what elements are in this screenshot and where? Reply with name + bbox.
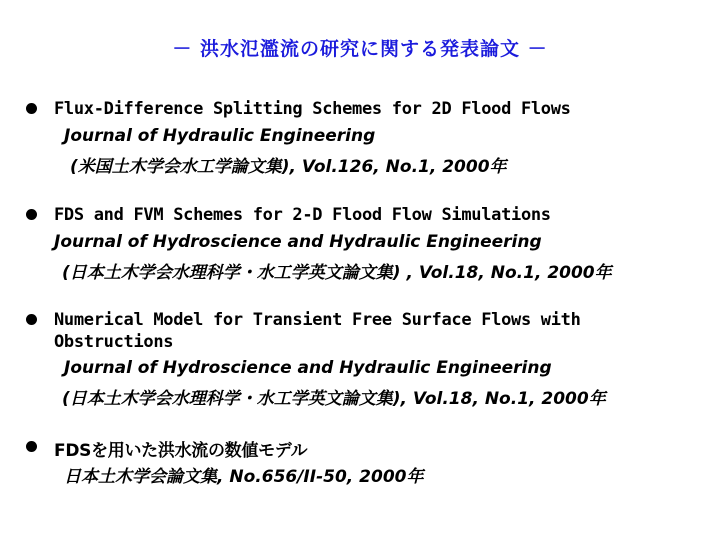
- journal-name: 日本土木学会論文集, No.656/II-50, 2000年: [64, 467, 424, 487]
- bullet-icon: [26, 209, 37, 220]
- paper-title-continued: Obstructions: [54, 332, 174, 352]
- publication-info: (日本土木学会水理科学・水工学英文論文集) , Vol.18, No.1, 2000年: [62, 263, 612, 283]
- paper-title: FDS and FVM Schemes for 2-D Flood Flow Simulations: [54, 205, 551, 225]
- bullet-icon: [26, 314, 37, 325]
- slide-title: － 洪水氾濫流の研究に関する発表論文 －: [172, 38, 548, 60]
- paper-title: FDSを用いた洪水流の数値モデル: [54, 441, 308, 461]
- journal-name: Journal of Hydroscience and Hydraulic Engineering: [64, 358, 552, 378]
- paper-title: Flux-Difference Splitting Schemes for 2D Flood Flows: [54, 99, 571, 119]
- publication-info: (米国土木学会水工学論文集), Vol.126, No.1, 2000年: [70, 157, 507, 177]
- bullet-icon: [26, 103, 37, 114]
- publication-info: (日本土木学会水理科学・水工学英文論文集), Vol.18, No.1, 2000年: [62, 389, 606, 409]
- paper-title: Numerical Model for Transient Free Surface Flows with: [54, 310, 581, 330]
- journal-name: Journal of Hydroscience and Hydraulic Engineering: [54, 232, 542, 252]
- bullet-icon: [26, 441, 37, 452]
- journal-name: Journal of Hydraulic Engineering: [64, 126, 376, 146]
